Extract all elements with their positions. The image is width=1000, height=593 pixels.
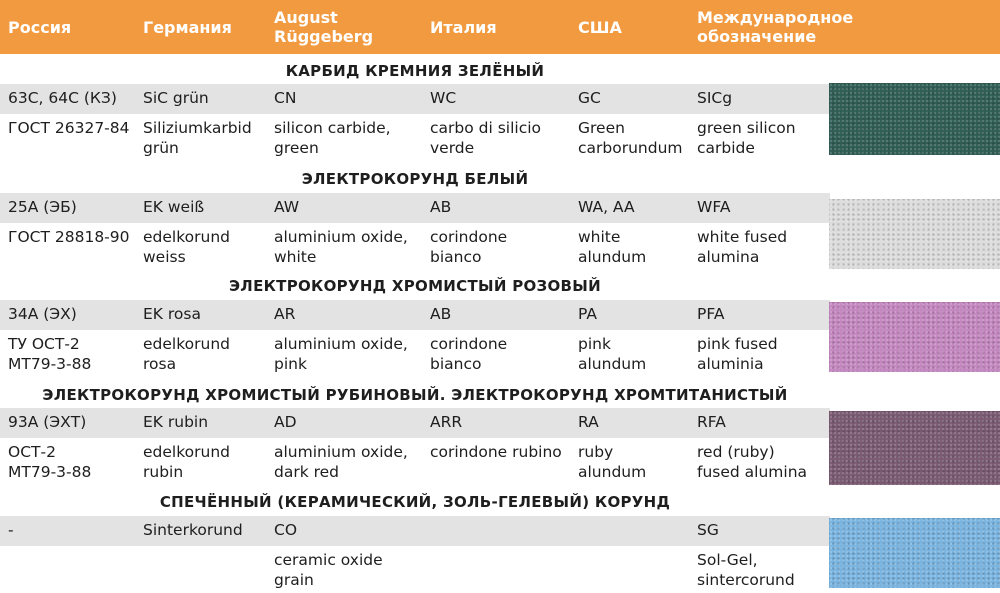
cell-international: WFA bbox=[697, 198, 731, 216]
cell-germany: EK rubin bbox=[143, 413, 209, 431]
cell-international: RFA bbox=[697, 413, 726, 431]
table-row bbox=[0, 114, 830, 164]
material-swatch-pink-corundum bbox=[829, 302, 1000, 372]
cell-italy: WC bbox=[430, 89, 457, 107]
header-col-italy: Италия bbox=[430, 17, 497, 37]
cell-august-ruggeberg: aluminium oxide, dark red bbox=[274, 443, 408, 481]
cell-russia: 93А (ЭХТ) bbox=[8, 413, 87, 431]
table-row bbox=[0, 330, 830, 380]
material-swatch-white-corundum bbox=[829, 199, 1000, 269]
cell-italy: AB bbox=[430, 305, 452, 323]
cell-august-ruggeberg: aluminium oxide, pink bbox=[274, 335, 408, 373]
cell-italy: corindone bianco bbox=[430, 228, 508, 266]
group-title-pink-corundum: ЭЛЕКТРОКОРУНД ХРОМИСТЫЙ РОЗОВЫЙ bbox=[0, 273, 830, 299]
cell-russia: 63С, 64С (КЗ) bbox=[8, 89, 117, 107]
cell-international: PFA bbox=[697, 305, 725, 323]
group-title-sintered-corundum: СПЕЧЁННЫЙ (КЕРАМИЧЕСКИЙ, ЗОЛЬ-ГЕЛЕВЫЙ) КОРУНД bbox=[0, 489, 830, 515]
cell-germany: edelkorund rosa bbox=[143, 335, 230, 373]
table-row bbox=[0, 516, 830, 546]
header-col-usa: США bbox=[578, 17, 622, 37]
header-col-august-ruggeberg: August Rüggeberg bbox=[274, 8, 374, 46]
cell-russia: ТУ ОСТ-2 МТ79-3-88 bbox=[8, 335, 92, 373]
cell-germany: Siliziumkarbid grün bbox=[143, 119, 252, 157]
cell-germany: Sinterkorund bbox=[143, 521, 243, 539]
table-row bbox=[0, 546, 830, 593]
cell-international: SICg bbox=[697, 89, 733, 107]
group-title-sic-green: КАРБИД КРЕМНИЯ ЗЕЛЁНЫЙ bbox=[0, 58, 830, 84]
cell-russia: ГОСТ 28818-90 bbox=[8, 228, 130, 246]
cell-russia: 34А (ЭХ) bbox=[8, 305, 77, 323]
header-col-russia: Россия bbox=[8, 17, 72, 37]
cell-italy: corindone bianco bbox=[430, 335, 508, 373]
cell-international: white fused alumina bbox=[697, 228, 788, 266]
cell-usa: white alundum bbox=[578, 228, 647, 266]
cell-august-ruggeberg: silicon carbide, green bbox=[274, 119, 391, 157]
cell-russia: - bbox=[8, 521, 14, 539]
table-row bbox=[0, 223, 830, 273]
cell-italy: carbo di silicio verde bbox=[430, 119, 542, 157]
table-row bbox=[0, 193, 830, 223]
cell-august-ruggeberg: AW bbox=[274, 198, 300, 216]
cell-germany: edelkorund weiss bbox=[143, 228, 230, 266]
cell-germany: EK weiß bbox=[143, 198, 205, 216]
material-swatch-ruby-corundum bbox=[829, 411, 1000, 485]
cell-international: SG bbox=[697, 521, 719, 539]
header-col-germany: Германия bbox=[143, 17, 232, 37]
cell-international: green silicon carbide bbox=[697, 119, 796, 157]
cell-italy: AB bbox=[430, 198, 452, 216]
group-title-white-corundum: ЭЛЕКТРОКОРУНД БЕЛЫЙ bbox=[0, 166, 830, 192]
group-title-ruby-corundum: ЭЛЕКТРОКОРУНД ХРОМИСТЫЙ РУБИНОВЫЙ. ЭЛЕКТРОКОРУНД ХРОМТИТАНИСТЫЙ bbox=[0, 382, 830, 408]
table-header bbox=[0, 0, 1000, 54]
cell-august-ruggeberg: ceramic oxide grain bbox=[274, 551, 383, 589]
cell-italy: corindone rubino bbox=[430, 443, 562, 461]
header-col-international: Международное обозначение bbox=[697, 8, 854, 46]
cell-august-ruggeberg: AD bbox=[274, 413, 297, 431]
cell-germany: SiC grün bbox=[143, 89, 209, 107]
material-swatch-sintered-corundum bbox=[829, 518, 1000, 588]
cell-russia: ОСТ-2 МТ79-3-88 bbox=[8, 443, 92, 481]
cell-germany: EK rosa bbox=[143, 305, 201, 323]
cell-usa: ruby alundum bbox=[578, 443, 647, 481]
cell-august-ruggeberg: CN bbox=[274, 89, 297, 107]
cell-russia: ГОСТ 26327-84 bbox=[8, 119, 130, 137]
cell-international: red (ruby) fused alumina bbox=[697, 443, 808, 481]
cell-usa: pink alundum bbox=[578, 335, 647, 373]
material-swatch-green-sic bbox=[829, 83, 1000, 155]
cell-international: pink fused aluminia bbox=[697, 335, 778, 373]
cell-usa: RA bbox=[578, 413, 599, 431]
table-row bbox=[0, 438, 830, 488]
table-row bbox=[0, 84, 830, 114]
cell-italy: ARR bbox=[430, 413, 463, 431]
cell-august-ruggeberg: AR bbox=[274, 305, 296, 323]
cell-germany: edelkorund rubin bbox=[143, 443, 230, 481]
cell-usa: PA bbox=[578, 305, 597, 323]
table-row bbox=[0, 300, 830, 330]
cell-usa: WA, AA bbox=[578, 198, 635, 216]
cell-usa: GC bbox=[578, 89, 601, 107]
cell-usa: Green carborundum bbox=[578, 119, 683, 157]
table-row bbox=[0, 408, 830, 438]
cell-international: Sol-Gel, sintercorund bbox=[697, 551, 795, 589]
cell-russia: 25А (ЭБ) bbox=[8, 198, 77, 216]
cell-august-ruggeberg: CO bbox=[274, 521, 298, 539]
cell-august-ruggeberg: aluminium oxide, white bbox=[274, 228, 408, 266]
